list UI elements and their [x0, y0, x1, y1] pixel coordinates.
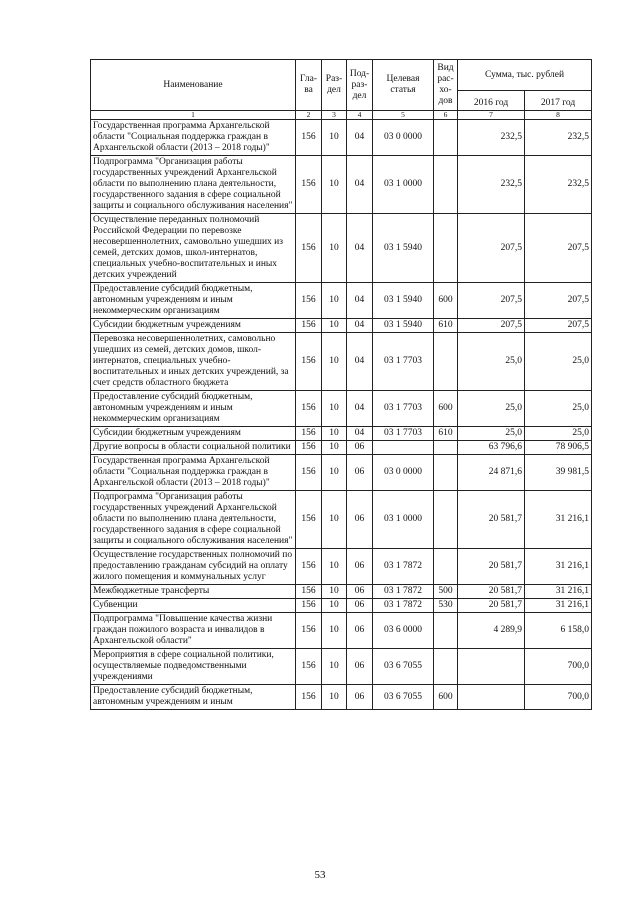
- cell-vid: 530: [434, 599, 458, 613]
- cell-vid: 610: [434, 319, 458, 333]
- cell-vid: 500: [434, 585, 458, 599]
- cell-glava: 156: [296, 120, 322, 156]
- cell-2016: 20 581,7: [458, 585, 525, 599]
- cell-target: 03 1 5940: [373, 283, 434, 319]
- cell-2017: 232,5: [525, 156, 592, 214]
- cell-glava: 156: [296, 283, 322, 319]
- cell-target: 03 1 0000: [373, 491, 434, 549]
- cell-vid: 600: [434, 685, 458, 710]
- cell-name: Субсидии бюджетным учреждениям: [91, 427, 296, 441]
- cell-podrazdel: 06: [347, 613, 373, 649]
- cell-name: Государственная программа Архангельской области "Социальная поддержка граждан в Архангельской области (2013 – 2018 годы)": [91, 455, 296, 491]
- table-row: [91, 549, 592, 585]
- header-2016: 2016 год: [458, 91, 525, 111]
- table-row: [91, 427, 592, 441]
- cell-target: 03 6 7055: [373, 649, 434, 685]
- cell-2016: 207,5: [458, 319, 525, 333]
- cell-target: 03 1 5940: [373, 214, 434, 283]
- cell-2017: 25,0: [525, 391, 592, 427]
- cell-vid: [434, 333, 458, 391]
- cell-glava: 156: [296, 685, 322, 710]
- cell-name: Предоставление субсидий бюджетным, автономным учреждениям и иным некоммерческим организациям: [91, 283, 296, 319]
- cell-2017: 700,0: [525, 649, 592, 685]
- cell-2016: 20 581,7: [458, 549, 525, 585]
- header-row: [91, 60, 592, 91]
- cell-podrazdel: 04: [347, 427, 373, 441]
- cell-2017: 207,5: [525, 214, 592, 283]
- cell-vid: [434, 649, 458, 685]
- cell-glava: 156: [296, 441, 322, 455]
- cell-razdel: 10: [322, 549, 347, 585]
- cell-podrazdel: 04: [347, 391, 373, 427]
- cell-target: 03 6 7055: [373, 685, 434, 710]
- cell-name: Мероприятия в сфере социальной политики, осуществляемые подведомственными учреждениями: [91, 649, 296, 685]
- table-row: [91, 391, 592, 427]
- cell-razdel: 10: [322, 391, 347, 427]
- cell-2017: 700,0: [525, 685, 592, 710]
- table-row: [91, 585, 592, 599]
- cell-glava: 156: [296, 649, 322, 685]
- table-row: [91, 455, 592, 491]
- cell-glava: 156: [296, 549, 322, 585]
- cell-vid: 600: [434, 391, 458, 427]
- cell-razdel: 10: [322, 649, 347, 685]
- cell-glava: 156: [296, 585, 322, 599]
- table-row: [91, 156, 592, 214]
- cell-razdel: 10: [322, 214, 347, 283]
- cell-name: Перевозка несовершеннолетних, самовольно ушедших из семей, детских домов, школ-интернатов, специальных учебно-воспитательных и иных детских учреждений, за счет средств областного бюджета: [91, 333, 296, 391]
- cell-podrazdel: 04: [347, 283, 373, 319]
- cell-podrazdel: 04: [347, 214, 373, 283]
- cell-glava: 156: [296, 613, 322, 649]
- cell-podrazdel: 06: [347, 649, 373, 685]
- cell-2016: 24 871,6: [458, 455, 525, 491]
- cell-name: Предоставление субсидий бюджетным, автономным учреждениям и иным некоммерческим организациям: [91, 391, 296, 427]
- cell-glava: 156: [296, 214, 322, 283]
- cell-name: Подпрограмма "Организация работы государственных учреждений Архангельской области по выполнению плана деятельности, государственного задания в сфере социальной защиты и социального обслуживания населения": [91, 156, 296, 214]
- cell-razdel: 10: [322, 491, 347, 549]
- cell-vid: 600: [434, 283, 458, 319]
- cell-vid: [434, 214, 458, 283]
- cell-razdel: 10: [322, 455, 347, 491]
- cell-glava: 156: [296, 455, 322, 491]
- cell-2017: 232,5: [525, 120, 592, 156]
- cell-2016: 25,0: [458, 427, 525, 441]
- cell-2016: [458, 649, 525, 685]
- cell-target: 03 0 0000: [373, 120, 434, 156]
- cell-razdel: 10: [322, 319, 347, 333]
- cell-name: Предоставление субсидий бюджетным, автономным учреждениям и иным: [91, 685, 296, 710]
- table-row: [91, 283, 592, 319]
- table-row: [91, 613, 592, 649]
- cell-vid: [434, 491, 458, 549]
- page-number: 53: [314, 869, 326, 881]
- header-podrazdel: Под- раз- дел: [347, 60, 373, 111]
- cell-podrazdel: 06: [347, 491, 373, 549]
- table-row: [91, 214, 592, 283]
- table-row: [91, 599, 592, 613]
- cell-podrazdel: 04: [347, 120, 373, 156]
- cell-name: Субвенции: [91, 599, 296, 613]
- cell-2017: 207,5: [525, 283, 592, 319]
- cell-razdel: 10: [322, 685, 347, 710]
- cell-2017: 78 906,5: [525, 441, 592, 455]
- cell-vid: [434, 549, 458, 585]
- column-numbers-row: [91, 111, 592, 120]
- cell-2016: 20 581,7: [458, 599, 525, 613]
- cell-2016: 25,0: [458, 391, 525, 427]
- cell-razdel: 10: [322, 283, 347, 319]
- header-vid: Вид рас- хо- дов: [434, 60, 458, 111]
- cell-podrazdel: 04: [347, 156, 373, 214]
- cell-razdel: 10: [322, 120, 347, 156]
- cell-name: Осуществление государственных полномочий по предоставлению гражданам субсидий на оплату жилого помещения и коммунальных услуг: [91, 549, 296, 585]
- cell-glava: 156: [296, 599, 322, 613]
- table-row: [91, 649, 592, 685]
- column-number: 7: [458, 111, 525, 120]
- header-2017: 2017 год: [525, 91, 592, 111]
- cell-glava: 156: [296, 391, 322, 427]
- cell-2016: 4 289,9: [458, 613, 525, 649]
- header-target: Целевая статья: [373, 60, 434, 111]
- cell-2017: 39 981,5: [525, 455, 592, 491]
- cell-podrazdel: 04: [347, 333, 373, 391]
- table-row: [91, 441, 592, 455]
- budget-table: [90, 59, 592, 710]
- cell-podrazdel: 06: [347, 685, 373, 710]
- cell-podrazdel: 06: [347, 549, 373, 585]
- cell-2017: 25,0: [525, 333, 592, 391]
- cell-target: 03 1 0000: [373, 156, 434, 214]
- header-razdel: Раз- дел: [322, 60, 347, 111]
- cell-2017: 25,0: [525, 427, 592, 441]
- cell-2017: 31 216,1: [525, 599, 592, 613]
- cell-razdel: 10: [322, 156, 347, 214]
- cell-vid: [434, 613, 458, 649]
- cell-podrazdel: 04: [347, 319, 373, 333]
- cell-target: 03 1 7872: [373, 585, 434, 599]
- cell-name: Осуществление переданных полномочий Российской Федерации по перевозке несовершеннолетних, самовольно ушедших из семей, детских домов, школ-интернатов, специальных учебно-воспитательных и иных детских учреждений: [91, 214, 296, 283]
- table-row: [91, 319, 592, 333]
- column-number: 5: [373, 111, 434, 120]
- column-number: 2: [296, 111, 322, 120]
- cell-glava: 156: [296, 333, 322, 391]
- cell-2017: 31 216,1: [525, 491, 592, 549]
- table-body: [91, 120, 592, 710]
- cell-2016: 232,5: [458, 120, 525, 156]
- cell-2016: 232,5: [458, 156, 525, 214]
- cell-target: 03 1 7703: [373, 427, 434, 441]
- cell-podrazdel: 06: [347, 441, 373, 455]
- cell-glava: 156: [296, 156, 322, 214]
- header-name: Наименование: [91, 60, 296, 111]
- cell-vid: [434, 441, 458, 455]
- cell-target: 03 1 5940: [373, 319, 434, 333]
- table-row: [91, 491, 592, 549]
- cell-razdel: 10: [322, 427, 347, 441]
- cell-target: 03 1 7703: [373, 333, 434, 391]
- column-number: 4: [347, 111, 373, 120]
- cell-podrazdel: 06: [347, 585, 373, 599]
- cell-podrazdel: 06: [347, 455, 373, 491]
- column-number: 8: [525, 111, 592, 120]
- cell-name: Подпрограмма "Организация работы государственных учреждений Архангельской области по выполнению плана деятельности, государственного задания в сфере социальной защиты и социального обслуживания населения": [91, 491, 296, 549]
- column-number: 3: [322, 111, 347, 120]
- table-row: [91, 120, 592, 156]
- cell-target: [373, 441, 434, 455]
- cell-target: 03 1 7872: [373, 599, 434, 613]
- cell-2017: 6 158,0: [525, 613, 592, 649]
- cell-razdel: 10: [322, 585, 347, 599]
- cell-name: Другие вопросы в области социальной политики: [91, 441, 296, 455]
- cell-name: Субсидии бюджетным учреждениям: [91, 319, 296, 333]
- cell-glava: 156: [296, 427, 322, 441]
- cell-razdel: 10: [322, 599, 347, 613]
- cell-2016: [458, 685, 525, 710]
- cell-glava: 156: [296, 491, 322, 549]
- cell-2016: 25,0: [458, 333, 525, 391]
- header-sum: Сумма, тыс. рублей: [458, 60, 592, 91]
- table-row: [91, 685, 592, 710]
- cell-target: 03 0 0000: [373, 455, 434, 491]
- cell-vid: [434, 455, 458, 491]
- column-number: 6: [434, 111, 458, 120]
- cell-podrazdel: 06: [347, 599, 373, 613]
- header-glava: Гла- ва: [296, 60, 322, 111]
- column-number: 1: [91, 111, 296, 120]
- cell-razdel: 10: [322, 441, 347, 455]
- cell-razdel: 10: [322, 333, 347, 391]
- cell-vid: 610: [434, 427, 458, 441]
- cell-razdel: 10: [322, 613, 347, 649]
- cell-2016: 207,5: [458, 283, 525, 319]
- cell-name: Межбюджетные трансферты: [91, 585, 296, 599]
- cell-name: Подпрограмма "Повышение качества жизни граждан пожилого возраста и инвалидов в Архангельской области": [91, 613, 296, 649]
- cell-glava: 156: [296, 319, 322, 333]
- table-row: [91, 333, 592, 391]
- cell-name: Государственная программа Архангельской области "Социальная поддержка граждан в Архангельской области (2013 – 2018 годы)": [91, 120, 296, 156]
- cell-2017: 31 216,1: [525, 549, 592, 585]
- cell-target: 03 6 0000: [373, 613, 434, 649]
- cell-2016: 20 581,7: [458, 491, 525, 549]
- cell-2017: 207,5: [525, 319, 592, 333]
- cell-target: 03 1 7872: [373, 549, 434, 585]
- cell-vid: [434, 156, 458, 214]
- cell-2016: 207,5: [458, 214, 525, 283]
- cell-2017: 31 216,1: [525, 585, 592, 599]
- cell-vid: [434, 120, 458, 156]
- cell-target: 03 1 7703: [373, 391, 434, 427]
- cell-2016: 63 796,6: [458, 441, 525, 455]
